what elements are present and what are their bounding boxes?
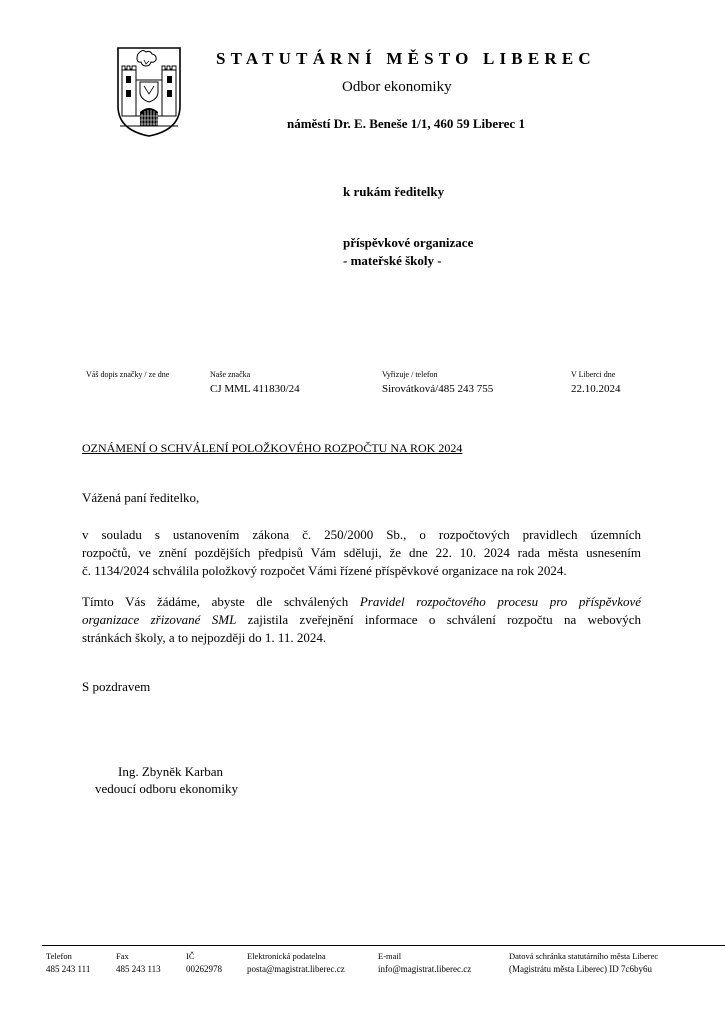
city-name-heading: STATUTÁRNÍ MĚSTO LIBEREC (216, 49, 596, 68)
footer-ic-label: IČ (186, 951, 195, 961)
addressee-line-1: k rukám ředitelky (343, 184, 445, 199)
signatory-name: Ing. Zbyněk Karban (118, 764, 224, 779)
handled-by-value: Sirovátková/485 243 755 (382, 383, 494, 395)
footer-email-label: E-mail (378, 951, 402, 961)
footer-phone-value: 485 243 111 (46, 964, 91, 974)
addressee-line-2: příspěvkové organizace (343, 235, 474, 250)
paragraph-2-text-b: zajistila zveřejnění informace o schválení rozpočtu na webových (247, 612, 641, 627)
city-coat-of-arms-logo (114, 46, 184, 138)
signatory-title: vedoucí odboru ekonomiky (95, 781, 238, 796)
our-reference-value: CJ MML 411830/24 (210, 383, 300, 395)
paragraph-2-line-1 (82, 593, 641, 611)
footer-fax-label: Fax (116, 951, 129, 961)
paragraph-2-text-a: Tímto Vás žádáme, abyste dle schválených (82, 594, 349, 609)
footer-databox-label: Datová schránka statutárního města Liberec (509, 951, 659, 961)
paragraph-1-line-2: rozpočtů, ve znění pozdějších předpisů Vám sděluji, že dne 22. 10. 2024 rada města usnesením (82, 545, 641, 560)
footer-epodatelna-label: Elektronická podatelna (247, 951, 326, 961)
paragraph-1-line-1: v souladu s ustanovením zákona č. 250/2000 Sb., o rozpočtových pravidlech územních (82, 527, 641, 542)
paragraph-1 (82, 526, 641, 580)
date-value: 22.10.2024 (571, 383, 621, 395)
paragraph-2-line-3: stránkách školy, a to nejpozději do 1. 11. 2024. (82, 630, 327, 645)
department-name: Odbor ekonomiky (342, 79, 452, 95)
footer-databox-value: (Magistrátu města Liberec) ID 7c6by6u (509, 964, 652, 974)
salutation: Vážená paní ředitelko, (82, 490, 200, 505)
addressee-line-3: - mateřské školy - (343, 253, 442, 268)
handled-by-label: Vyřizuje / telefon (382, 370, 438, 379)
letter-subject: OZNÁMENÍ O SCHVÁLENÍ POLOŽKOVÉHO ROZPOČTU NA ROK 2024 (82, 441, 463, 455)
paragraph-2-line-2 (82, 611, 641, 629)
your-letter-label: Váš dopis značky / ze dne (86, 370, 170, 379)
paragraph-2-rules-title-b: organizace zřizované SML (82, 612, 237, 627)
footer-email-link[interactable]: info@magistrat.liberec.cz (378, 964, 472, 974)
paragraph-2 (82, 593, 641, 647)
footer-ic-value: 00262978 (186, 964, 222, 974)
paragraph-1-line-3: č. 1134/2024 schválila položkový rozpočet Vámi řízené příspěvkové organizace na rok 2024. (82, 563, 567, 578)
footer-phone-label: Telefon (46, 951, 72, 961)
date-label: V Liberci dne (571, 370, 616, 379)
our-reference-label: Naše značka (210, 370, 251, 379)
footer-epodatelna-link[interactable]: posta@magistrat.liberec.cz (247, 964, 345, 974)
footer-fax-value: 485 243 113 (116, 964, 161, 974)
paragraph-2-rules-title-a: Pravidel rozpočtového procesu pro příspěvkové (359, 594, 642, 609)
closing-phrase: S pozdravem (82, 679, 151, 694)
footer-divider (42, 945, 725, 946)
office-address: náměstí Dr. E. Beneše 1/1, 460 59 Liberec 1 (287, 116, 525, 131)
